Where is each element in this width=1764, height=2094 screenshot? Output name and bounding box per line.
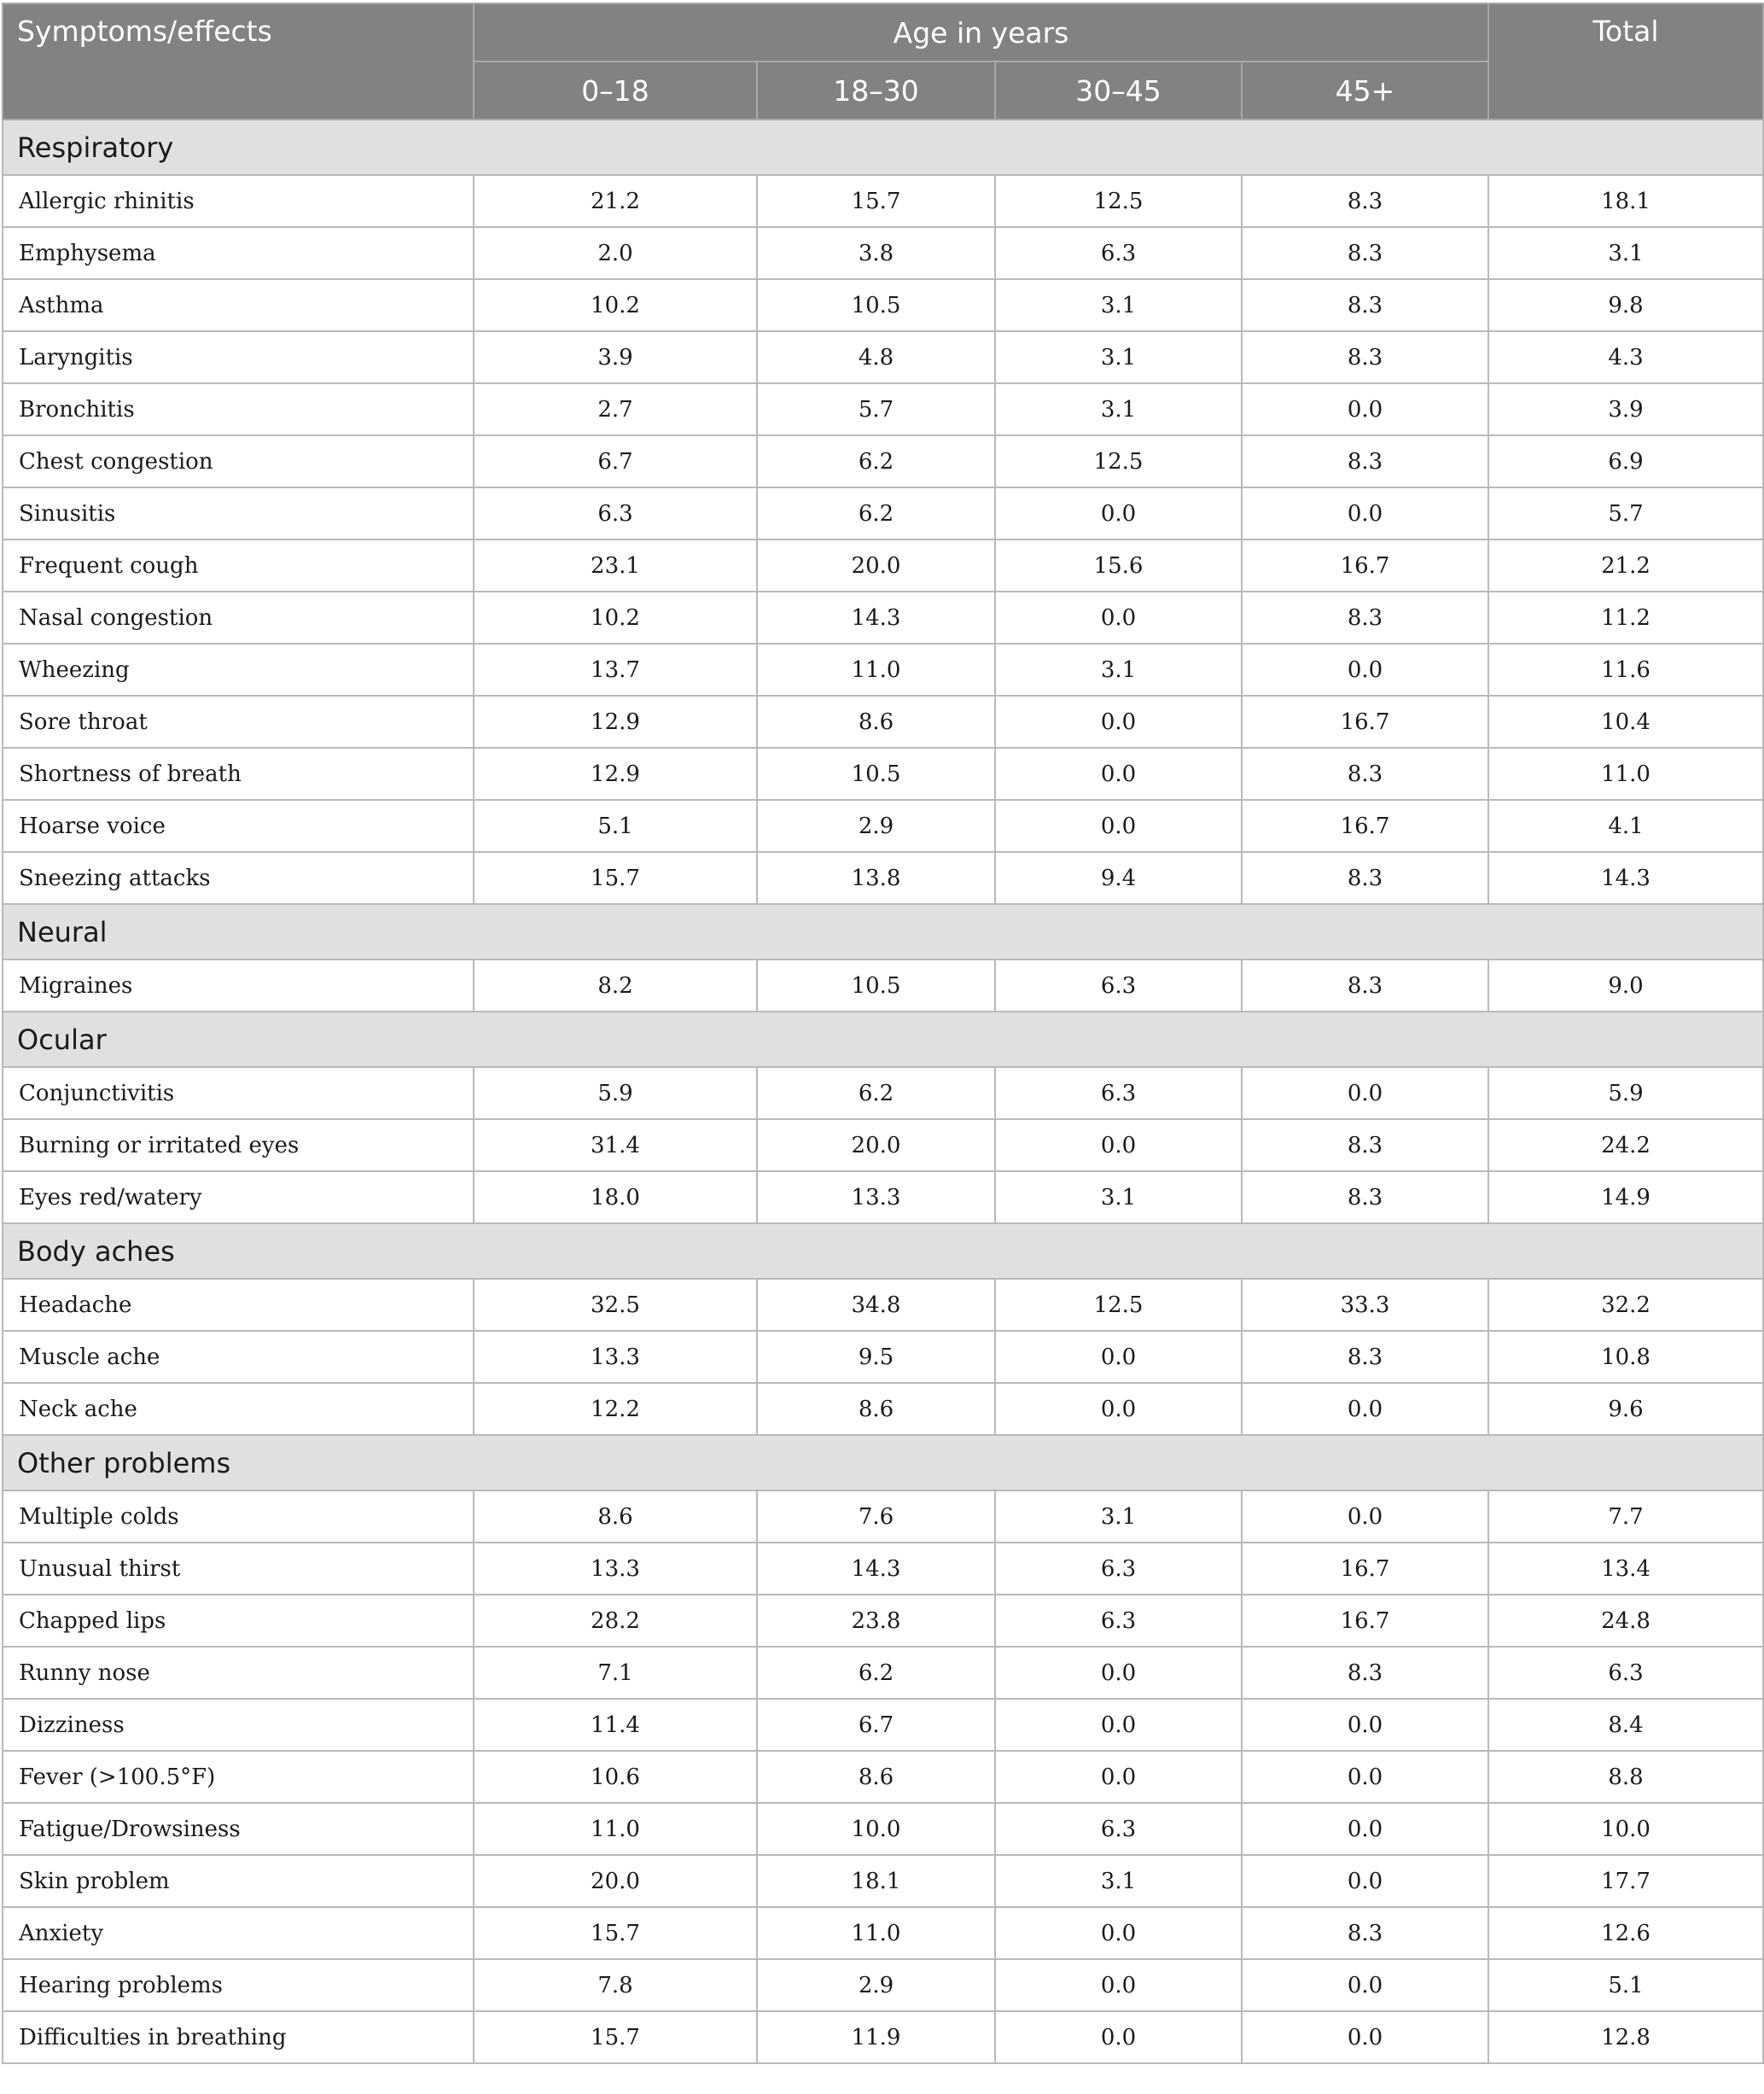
age-value-cell: 16.7 xyxy=(1242,1595,1488,1647)
total-cell: 3.1 xyxy=(1488,227,1763,279)
table-row xyxy=(3,540,1763,592)
age-value-cell: 0.0 xyxy=(995,1647,1242,1699)
age-value-cell: 16.7 xyxy=(1242,696,1488,748)
age-value-cell: 0.0 xyxy=(995,1907,1242,1959)
total-cell: 21.2 xyxy=(1488,540,1763,592)
age-value-cell: 6.3 xyxy=(995,1543,1242,1595)
table-row xyxy=(3,331,1763,383)
symptom-label: Neck ache xyxy=(3,1383,474,1435)
age-value-cell: 28.2 xyxy=(474,1595,757,1647)
total-cell: 11.6 xyxy=(1488,644,1763,696)
total-cell: 14.3 xyxy=(1488,852,1763,904)
symptom-label: Laryngitis xyxy=(3,331,474,383)
table-row xyxy=(3,1543,1763,1595)
age-value-cell: 8.3 xyxy=(1242,1907,1488,1959)
age-value-cell: 12.2 xyxy=(474,1383,757,1435)
age-value-cell: 8.3 xyxy=(1242,852,1488,904)
symptom-label: Hearing problems xyxy=(3,1959,474,2011)
age-value-cell: 3.8 xyxy=(757,227,995,279)
age-value-cell: 0.0 xyxy=(995,696,1242,748)
age-value-cell: 15.7 xyxy=(474,2011,757,2063)
age-value-cell: 23.8 xyxy=(757,1595,995,1647)
age-value-cell: 0.0 xyxy=(995,2011,1242,2063)
age-value-cell: 20.0 xyxy=(757,540,995,592)
table-row xyxy=(3,800,1763,852)
table-row xyxy=(3,1595,1763,1647)
age-value-cell: 14.3 xyxy=(757,592,995,644)
symptom-label: Sneezing attacks xyxy=(3,852,474,904)
age-value-cell: 0.0 xyxy=(1242,1855,1488,1907)
header-age-range: 45+ xyxy=(1242,61,1488,120)
age-value-cell: 8.3 xyxy=(1242,1331,1488,1383)
section-title: Ocular xyxy=(3,1012,1763,1067)
age-value-cell: 12.9 xyxy=(474,748,757,800)
age-value-cell: 8.3 xyxy=(1242,331,1488,383)
total-cell: 12.8 xyxy=(1488,2011,1763,2063)
age-value-cell: 0.0 xyxy=(1242,1751,1488,1803)
symptom-label: Hoarse voice xyxy=(3,800,474,852)
age-value-cell: 0.0 xyxy=(995,1699,1242,1751)
age-value-cell: 13.8 xyxy=(757,852,995,904)
symptom-label: Fatigue/Drowsiness xyxy=(3,1803,474,1855)
age-value-cell: 8.3 xyxy=(1242,960,1488,1012)
table-row xyxy=(3,383,1763,435)
age-value-cell: 8.3 xyxy=(1242,1171,1488,1223)
age-value-cell: 0.0 xyxy=(995,1119,1242,1171)
table-row xyxy=(3,592,1763,644)
age-value-cell: 3.1 xyxy=(995,1490,1242,1543)
symptom-label: Headache xyxy=(3,1279,474,1331)
age-value-cell: 20.0 xyxy=(757,1119,995,1171)
symptoms-table xyxy=(2,3,1764,2064)
age-value-cell: 8.6 xyxy=(757,1383,995,1435)
age-value-cell: 0.0 xyxy=(1242,487,1488,540)
table-row xyxy=(3,852,1763,904)
table-row xyxy=(3,1119,1763,1171)
age-value-cell: 6.3 xyxy=(995,1595,1242,1647)
age-value-cell: 8.3 xyxy=(1242,1119,1488,1171)
age-value-cell: 23.1 xyxy=(474,540,757,592)
table-row xyxy=(3,960,1763,1012)
total-cell: 9.8 xyxy=(1488,279,1763,331)
symptom-label: Sore throat xyxy=(3,696,474,748)
total-cell: 5.1 xyxy=(1488,1959,1763,2011)
age-value-cell: 3.1 xyxy=(995,279,1242,331)
age-value-cell: 5.1 xyxy=(474,800,757,852)
table-row xyxy=(3,487,1763,540)
age-value-cell: 6.3 xyxy=(474,487,757,540)
symptom-label: Anxiety xyxy=(3,1907,474,1959)
table-row xyxy=(3,1647,1763,1699)
age-value-cell: 0.0 xyxy=(995,1959,1242,2011)
age-value-cell: 6.2 xyxy=(757,1647,995,1699)
table-row xyxy=(3,279,1763,331)
total-cell: 5.7 xyxy=(1488,487,1763,540)
age-value-cell: 6.2 xyxy=(757,435,995,487)
age-value-cell: 12.9 xyxy=(474,696,757,748)
table-row xyxy=(3,1959,1763,2011)
table-row xyxy=(3,1490,1763,1543)
table-row xyxy=(3,1279,1763,1331)
age-value-cell: 0.0 xyxy=(1242,1699,1488,1751)
total-cell: 18.1 xyxy=(1488,175,1763,227)
total-cell: 12.6 xyxy=(1488,1907,1763,1959)
total-cell: 24.8 xyxy=(1488,1595,1763,1647)
table-row xyxy=(3,1803,1763,1855)
symptom-label: Chest congestion xyxy=(3,435,474,487)
header-age-range: 30–45 xyxy=(995,61,1242,120)
table-row xyxy=(3,1751,1763,1803)
total-cell: 8.8 xyxy=(1488,1751,1763,1803)
age-value-cell: 0.0 xyxy=(1242,2011,1488,2063)
total-cell: 13.4 xyxy=(1488,1543,1763,1595)
table-row xyxy=(3,644,1763,696)
total-cell: 17.7 xyxy=(1488,1855,1763,1907)
table-row xyxy=(3,1067,1763,1119)
age-value-cell: 8.3 xyxy=(1242,435,1488,487)
table-body xyxy=(3,120,1763,2063)
symptom-label: Dizziness xyxy=(3,1699,474,1751)
age-value-cell: 2.9 xyxy=(757,800,995,852)
age-value-cell: 34.8 xyxy=(757,1279,995,1331)
total-cell: 4.1 xyxy=(1488,800,1763,852)
total-cell: 11.0 xyxy=(1488,748,1763,800)
table-row xyxy=(3,1383,1763,1435)
symptom-label: Allergic rhinitis xyxy=(3,175,474,227)
section-header-row xyxy=(3,1435,1763,1490)
total-cell: 6.3 xyxy=(1488,1647,1763,1699)
age-value-cell: 0.0 xyxy=(995,1331,1242,1383)
age-value-cell: 13.3 xyxy=(757,1171,995,1223)
age-value-cell: 0.0 xyxy=(1242,1959,1488,2011)
total-cell: 32.2 xyxy=(1488,1279,1763,1331)
header-total: Total xyxy=(1488,3,1763,120)
age-value-cell: 13.7 xyxy=(474,644,757,696)
total-cell: 24.2 xyxy=(1488,1119,1763,1171)
section-header-row xyxy=(3,1012,1763,1067)
age-value-cell: 6.2 xyxy=(757,487,995,540)
age-value-cell: 18.1 xyxy=(757,1855,995,1907)
age-value-cell: 11.0 xyxy=(757,1907,995,1959)
age-value-cell: 15.7 xyxy=(474,1907,757,1959)
section-title: Body aches xyxy=(3,1223,1763,1279)
age-value-cell: 0.0 xyxy=(995,748,1242,800)
total-cell: 6.9 xyxy=(1488,435,1763,487)
age-value-cell: 6.3 xyxy=(995,227,1242,279)
age-value-cell: 5.7 xyxy=(757,383,995,435)
age-value-cell: 0.0 xyxy=(1242,1383,1488,1435)
symptom-label: Eyes red/watery xyxy=(3,1171,474,1223)
age-value-cell: 0.0 xyxy=(995,487,1242,540)
age-value-cell: 9.4 xyxy=(995,852,1242,904)
total-cell: 9.6 xyxy=(1488,1383,1763,1435)
age-value-cell: 8.6 xyxy=(757,696,995,748)
total-cell: 7.7 xyxy=(1488,1490,1763,1543)
age-value-cell: 10.2 xyxy=(474,279,757,331)
age-value-cell: 8.3 xyxy=(1242,175,1488,227)
age-value-cell: 3.1 xyxy=(995,644,1242,696)
age-value-cell: 21.2 xyxy=(474,175,757,227)
age-value-cell: 4.8 xyxy=(757,331,995,383)
age-value-cell: 0.0 xyxy=(1242,383,1488,435)
table-row xyxy=(3,1699,1763,1751)
age-value-cell: 11.0 xyxy=(757,644,995,696)
symptom-label: Shortness of breath xyxy=(3,748,474,800)
section-title: Respiratory xyxy=(3,120,1763,175)
symptom-label: Difficulties in breathing xyxy=(3,2011,474,2063)
symptom-label: Conjunctivitis xyxy=(3,1067,474,1119)
age-value-cell: 8.3 xyxy=(1242,592,1488,644)
age-value-cell: 2.9 xyxy=(757,1959,995,2011)
table-row xyxy=(3,696,1763,748)
symptom-label: Skin problem xyxy=(3,1855,474,1907)
age-value-cell: 0.0 xyxy=(1242,644,1488,696)
total-cell: 9.0 xyxy=(1488,960,1763,1012)
total-cell: 10.0 xyxy=(1488,1803,1763,1855)
table-row xyxy=(3,1907,1763,1959)
table-row xyxy=(3,435,1763,487)
age-value-cell: 3.9 xyxy=(474,331,757,383)
header-age-range: 0–18 xyxy=(474,61,757,120)
header-symptoms: Symptoms/effects xyxy=(3,3,474,120)
symptom-label: Unusual thirst xyxy=(3,1543,474,1595)
section-header-row xyxy=(3,904,1763,960)
age-value-cell: 6.3 xyxy=(995,1803,1242,1855)
section-title: Neural xyxy=(3,904,1763,960)
age-value-cell: 11.0 xyxy=(474,1803,757,1855)
symptom-label: Runny nose xyxy=(3,1647,474,1699)
total-cell: 4.3 xyxy=(1488,331,1763,383)
table-row xyxy=(3,175,1763,227)
symptom-label: Asthma xyxy=(3,279,474,331)
symptom-label: Burning or irritated eyes xyxy=(3,1119,474,1171)
total-cell: 5.9 xyxy=(1488,1067,1763,1119)
age-value-cell: 33.3 xyxy=(1242,1279,1488,1331)
age-value-cell: 5.9 xyxy=(474,1067,757,1119)
age-value-cell: 10.6 xyxy=(474,1751,757,1803)
age-value-cell: 7.1 xyxy=(474,1647,757,1699)
age-value-cell: 12.5 xyxy=(995,175,1242,227)
age-value-cell: 12.5 xyxy=(995,435,1242,487)
total-cell: 8.4 xyxy=(1488,1699,1763,1751)
symptom-label: Migraines xyxy=(3,960,474,1012)
age-value-cell: 8.3 xyxy=(1242,748,1488,800)
age-value-cell: 10.2 xyxy=(474,592,757,644)
symptom-label: Chapped lips xyxy=(3,1595,474,1647)
total-cell: 10.8 xyxy=(1488,1331,1763,1383)
age-value-cell: 3.1 xyxy=(995,1171,1242,1223)
total-cell: 3.9 xyxy=(1488,383,1763,435)
age-value-cell: 8.3 xyxy=(1242,1647,1488,1699)
age-value-cell: 15.6 xyxy=(995,540,1242,592)
age-value-cell: 7.8 xyxy=(474,1959,757,2011)
symptom-label: Wheezing xyxy=(3,644,474,696)
age-value-cell: 11.4 xyxy=(474,1699,757,1751)
age-value-cell: 18.0 xyxy=(474,1171,757,1223)
age-value-cell: 32.5 xyxy=(474,1279,757,1331)
age-value-cell: 6.3 xyxy=(995,1067,1242,1119)
symptom-label: Muscle ache xyxy=(3,1331,474,1383)
age-value-cell: 8.3 xyxy=(1242,227,1488,279)
age-value-cell: 16.7 xyxy=(1242,800,1488,852)
table-row xyxy=(3,748,1763,800)
age-value-cell: 6.2 xyxy=(757,1067,995,1119)
section-header-row xyxy=(3,120,1763,175)
age-value-cell: 10.5 xyxy=(757,748,995,800)
section-header-row xyxy=(3,1223,1763,1279)
age-value-cell: 15.7 xyxy=(757,175,995,227)
age-value-cell: 16.7 xyxy=(1242,540,1488,592)
table-row xyxy=(3,1331,1763,1383)
symptom-label: Fever (>100.5°F) xyxy=(3,1751,474,1803)
age-value-cell: 3.1 xyxy=(995,331,1242,383)
age-value-cell: 3.1 xyxy=(995,383,1242,435)
age-value-cell: 8.6 xyxy=(757,1751,995,1803)
symptom-label: Bronchitis xyxy=(3,383,474,435)
age-value-cell: 0.0 xyxy=(995,592,1242,644)
table-row xyxy=(3,1171,1763,1223)
total-cell: 10.4 xyxy=(1488,696,1763,748)
age-value-cell: 14.3 xyxy=(757,1543,995,1595)
age-value-cell: 0.0 xyxy=(1242,1490,1488,1543)
age-value-cell: 7.6 xyxy=(757,1490,995,1543)
age-value-cell: 2.0 xyxy=(474,227,757,279)
age-value-cell: 16.7 xyxy=(1242,1543,1488,1595)
age-value-cell: 15.7 xyxy=(474,852,757,904)
age-value-cell: 13.3 xyxy=(474,1331,757,1383)
total-cell: 11.2 xyxy=(1488,592,1763,644)
age-value-cell: 0.0 xyxy=(995,800,1242,852)
age-value-cell: 0.0 xyxy=(1242,1803,1488,1855)
age-value-cell: 10.5 xyxy=(757,279,995,331)
symptom-label: Frequent cough xyxy=(3,540,474,592)
section-title: Other problems xyxy=(3,1435,1763,1490)
age-value-cell: 10.5 xyxy=(757,960,995,1012)
symptom-label: Multiple colds xyxy=(3,1490,474,1543)
age-value-cell: 20.0 xyxy=(474,1855,757,1907)
age-value-cell: 13.3 xyxy=(474,1543,757,1595)
age-value-cell: 10.0 xyxy=(757,1803,995,1855)
age-value-cell: 6.7 xyxy=(757,1699,995,1751)
age-value-cell: 9.5 xyxy=(757,1331,995,1383)
symptom-label: Sinusitis xyxy=(3,487,474,540)
total-cell: 14.9 xyxy=(1488,1171,1763,1223)
age-value-cell: 0.0 xyxy=(1242,1067,1488,1119)
age-value-cell: 2.7 xyxy=(474,383,757,435)
age-value-cell: 6.3 xyxy=(995,960,1242,1012)
age-value-cell: 8.6 xyxy=(474,1490,757,1543)
header-age-range: 18–30 xyxy=(757,61,995,120)
age-value-cell: 8.2 xyxy=(474,960,757,1012)
age-value-cell: 6.7 xyxy=(474,435,757,487)
header-age-group: Age in years xyxy=(474,3,1488,61)
age-value-cell: 3.1 xyxy=(995,1855,1242,1907)
table-row xyxy=(3,2011,1763,2063)
symptom-label: Emphysema xyxy=(3,227,474,279)
age-value-cell: 0.0 xyxy=(995,1383,1242,1435)
age-value-cell: 8.3 xyxy=(1242,279,1488,331)
age-value-cell: 0.0 xyxy=(995,1751,1242,1803)
symptom-label: Nasal congestion xyxy=(3,592,474,644)
age-value-cell: 12.5 xyxy=(995,1279,1242,1331)
age-value-cell: 11.9 xyxy=(757,2011,995,2063)
table-row xyxy=(3,1855,1763,1907)
table-row xyxy=(3,227,1763,279)
age-value-cell: 31.4 xyxy=(474,1119,757,1171)
